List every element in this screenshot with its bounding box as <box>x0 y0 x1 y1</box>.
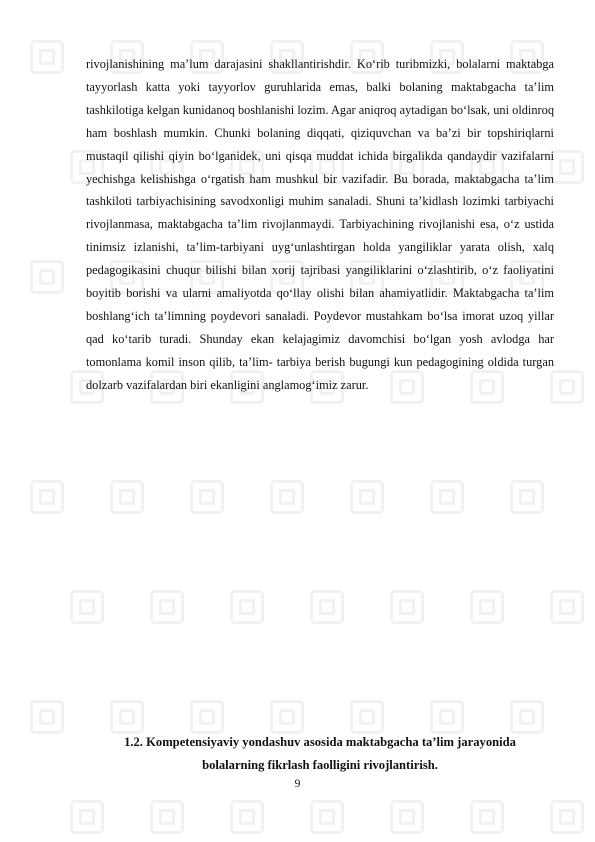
watermark-glyph <box>510 700 544 734</box>
watermark-glyph <box>150 800 184 834</box>
page-number: 9 <box>294 778 301 790</box>
watermark-glyph <box>550 370 584 404</box>
watermark-glyph <box>550 590 584 624</box>
watermark-glyph <box>30 260 64 294</box>
watermark-glyph <box>390 800 424 834</box>
watermark-glyph <box>70 800 104 834</box>
watermark-glyph <box>550 150 584 184</box>
watermark-glyph <box>230 800 264 834</box>
watermark-glyph <box>190 480 224 514</box>
watermark-glyph <box>430 480 464 514</box>
watermark-glyph <box>30 480 64 514</box>
watermark-glyph <box>190 700 224 734</box>
watermark-glyph <box>310 590 344 624</box>
watermark-glyph <box>30 700 64 734</box>
section-heading-line-1: 1.2. Kompetensiyaviy yondashuv asosida maktabgacha ta’lim jarayonida <box>124 735 516 749</box>
body-text-block <box>86 53 554 397</box>
watermark-glyph <box>390 590 424 624</box>
watermark-glyph <box>510 480 544 514</box>
watermark-glyph <box>70 590 104 624</box>
watermark-glyph <box>270 480 304 514</box>
watermark-glyph <box>270 700 304 734</box>
watermark-glyph <box>550 800 584 834</box>
watermark-glyph <box>110 480 144 514</box>
watermark-glyph <box>110 700 144 734</box>
section-heading-line-2: bolalarning fikrlash faolligini rivojlantirish. <box>202 758 438 772</box>
watermark-glyph <box>30 40 64 74</box>
watermark-glyph <box>310 800 344 834</box>
watermark-glyph <box>470 590 504 624</box>
section-heading <box>86 731 554 777</box>
watermark-glyph <box>150 590 184 624</box>
watermark-glyph <box>430 700 464 734</box>
watermark-glyph <box>230 590 264 624</box>
watermark-glyph <box>350 700 384 734</box>
watermark-glyph <box>350 480 384 514</box>
watermark-glyph <box>470 800 504 834</box>
body-paragraph: rivojlanishining ma’lum darajasini shakllantirishdir. Ko‘rib turibmizki, bolalarni maktabga tayyorlash katta yoki tayyorlov guruhlarida emas, balki bolaning maktabgacha ta’lim tashkilotiga kelgan kunidanoq boshlanishi lozim. Agar aniqroq aytadigan bo‘lsak, uni oldinroq ham boshlash mumkin. Chunki bolaning diqqati, qiziquvchan va ba’zi bir topshiriqlarni mustaqil qilishi qiyin bo‘lganidek, uni qisqa muddat ichida birgalikda qandaydir vazifalarni yechishga kelishishga o‘rgatish ham mushkul bir vazifadir. Bu borada, maktabgacha ta’lim tashkiloti tarbiyachisining savodxonligi muhim sanaladi. Shuni ta’kidlash lozimki tarbiyachi rivojlanmasa, maktabgacha ta’lim rivojlanmaydi. Tarbiyachining rivojlanishi esa, o‘z ustida tinimsiz izlanishi, ta’lim-tarbiyani uyg‘unlashtirgan holda yangiliklar yarata olish, xalq pedagogikasini chuqur bilishi bilan xorij tajribasi yangiliklarini o‘zlashtirib, o‘z faoliyatini boyitib borishi va ularni amaliyotda qo‘llay olishi bilan ahamiyatlidir. Maktabgacha ta’lim boshlang‘ich ta’limning poydevori sanaladi. Poydevor mustahkam bo‘lsa imorat uzoq yillar qad ko‘tarib turadi. Shunday ekan kelajagimiz davomchisi bo‘lgan yosh avlodga har tomonlama komil inson qilib, ta’lim- tarbiya berish bugungi kun pedagogining oldida turgan dolzarb vazifalardan biri ekanligini anglamog‘imiz zarur. <box>86 57 554 392</box>
